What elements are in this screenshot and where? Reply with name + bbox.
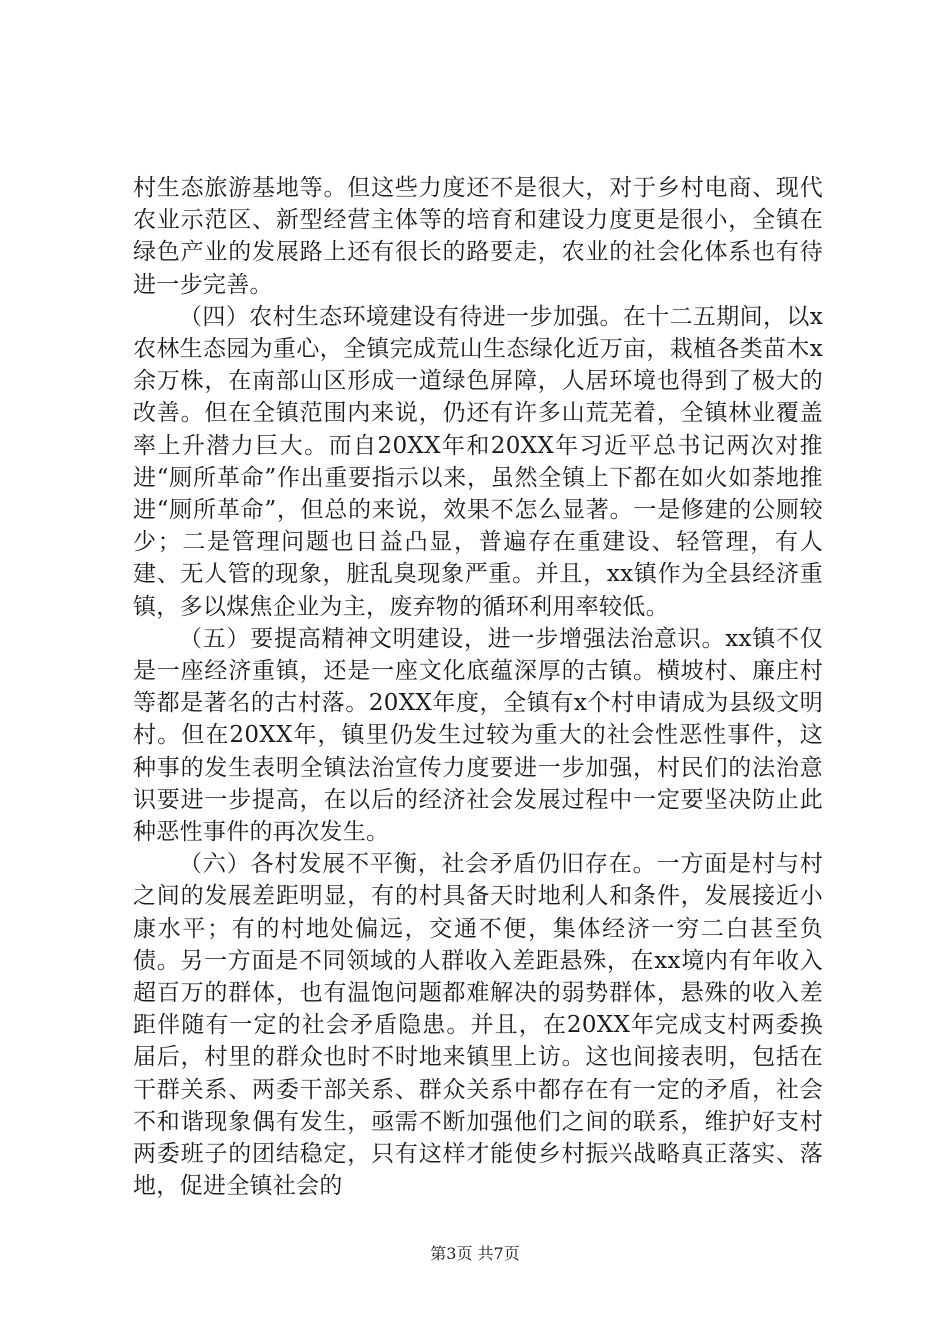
document-body xyxy=(133,172,823,1203)
paragraph-section-6: （六）各村发展不平衡，社会矛盾仍旧存在。一方面是村与村之间的发展差距明显，有的村具备天时地利人和条件，发展接近小康水平；有的村地处偏远，交通不便，集体经济一穷二白甚至负债。另一方面是不同领域的人群收入差距悬殊，在xx境内有年收入超百万的群体，也有温饱问题都难解决的弱势群体，悬殊的收入差距伴随有一定的社会矛盾隐患。并且，在20XX年完成支村两委换届后，村里的群众也时不时地来镇里上访。这也间接表明，包括在干群关系、两委干部关系、群众关系中都存在有一定的矛盾，社会不和谐现象偶有发生，亟需不断加强他们之间的联系，维护好支村两委班子的团结稳定，只有这样才能使乡村振兴战略真正落实、落地，促进全镇社会的 xyxy=(133,851,823,1200)
page-number-footer: 第3页 共7页 xyxy=(430,1244,520,1263)
paragraph-continuation: 村生态旅游基地等。但这些力度还不是很大，对于乡村电商、现代农业示范区、新型经营主体等的培育和建设力度更是很小，全镇在绿色产业的发展路上还有很长的路要走，农业的社会化体系也有待进一步完善。 xyxy=(133,175,823,298)
paragraph-section-4: （四）农村生态环境建设有待进一步加强。在十二五期间，以x农林生态园为重心，全镇完成荒山生态绿化近万亩，栽植各类苗木x余万株，在南部山区形成一道绿色屏障，人居环境也得到了极大的改善。但在全镇范围内来说，仍还有许多山荒芜着，全镇林业覆盖率上升潜力巨大。而自20XX年和20XX年习近平总书记两次对推进“厕所革命”作出重要指示以来，虽然全镇上下都在如火如荼地推进“厕所革命”，但总的来说，效果不怎么显著。一是修建的公厕较少；二是管理问题也日益凸显，普遍存在重建设、轻管理，有人建、无人管的现象，脏乱臭现象严重。并且，xx镇作为全县经济重镇，多以煤焦企业为主，废弃物的循环利用率较低。 xyxy=(133,303,823,620)
paragraph-section-5: （五）要提高精神文明建设，进一步增强法治意识。xx镇不仅是一座经济重镇，还是一座文化底蕴深厚的古镇。横坡村、廉庄村等都是著名的古村落。20XX年度，全镇有x个村申请成为县级文明村。但在20XX年，镇里仍发生过较为重大的社会性恶性事件，这种事的发生表明全镇法治宣传力度要进一步加强，村民们的法治意识要进一步提高，在以后的经济社会发展过程中一定要坚决防止此种恶性事件的再次发生。 xyxy=(133,625,823,846)
